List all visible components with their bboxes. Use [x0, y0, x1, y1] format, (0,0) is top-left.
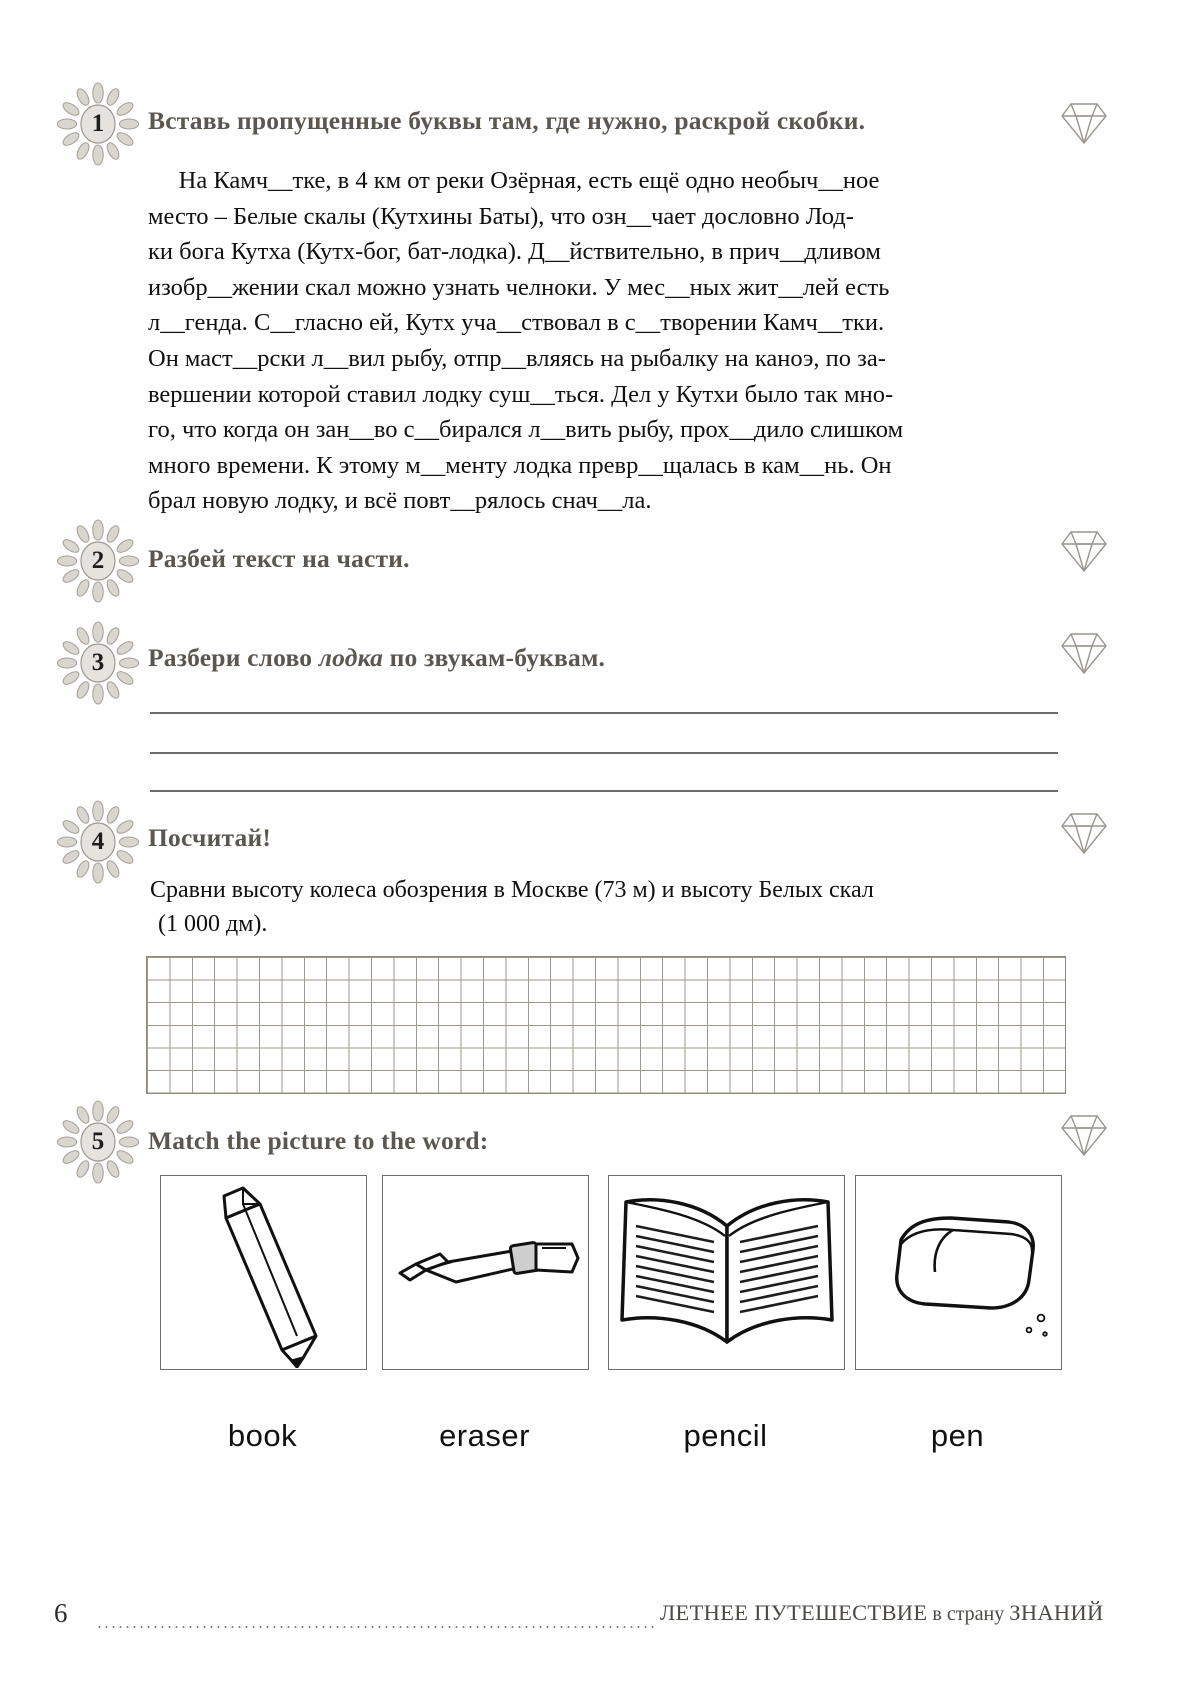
diamond-icon [1058, 528, 1110, 574]
passage-line: вершении которой ставил лодку суш__ться. Дел у Кутхи было так мно- [148, 380, 894, 408]
task-marker-4 [56, 800, 140, 884]
diamond-icon [1058, 630, 1110, 676]
math-grid[interactable] [146, 956, 1066, 1094]
footer-title-part-1: ЛЕТНЕЕ ПУТЕШЕСТВИЕ [660, 1600, 928, 1625]
passage-line: изобр__жении скал можно узнать челноки. У мес__ных жит__лей есть [148, 273, 890, 301]
passage-line: На Камч__тке, в 4 км от реки Озёрная, есть ещё одно необыч__ное [148, 167, 880, 194]
task-number-3: 3 [91, 649, 105, 676]
picture-cell-pencil[interactable] [160, 1175, 367, 1370]
task-number-5: 5 [91, 1128, 105, 1155]
word-label-book[interactable]: book [227, 1418, 298, 1453]
footer-title [660, 1600, 1104, 1626]
answer-line[interactable] [150, 712, 1058, 714]
passage-line: ки бога Кутха (Кутх-бог, бат-лодка). Д__йствительно, в прич__дливом [148, 238, 881, 266]
task-title-1: Вставь пропущенные буквы там, где нужно, раскрой скобки. [148, 106, 866, 135]
word-label-pen[interactable]: pen [930, 1418, 985, 1453]
task-marker-5 [56, 1100, 140, 1184]
footer-dotted-rule [96, 1625, 656, 1629]
passage-line: место – Белые скалы (Кутхины Баты), что озн__чает дословно Лод- [148, 202, 854, 230]
page-number: 6 [54, 1598, 68, 1628]
task-title-3-post: по звукам-буквам. [383, 643, 606, 672]
task-title-5: Match the picture to the word: [148, 1126, 489, 1155]
picture-cell-pen[interactable] [382, 1175, 589, 1370]
passage-line: Он маст__рски л__вил рыбу, отпр__вляясь на рыбалку на каноэ, по за- [148, 344, 886, 372]
task-title-3-word: лодка [318, 643, 384, 672]
picture-cell-eraser[interactable] [855, 1175, 1062, 1370]
passage-text [148, 163, 1058, 519]
task4-line-1: Сравни высоту колеса обозрения в Москве (73 м) и высоту Белых скал [150, 877, 874, 903]
passage-line: брал новую лодку, и всё повт__рялось снач__ла. [148, 487, 652, 515]
passage-line: л__генда. С__гласно ей, Кутх уча__ствовал в с__творении Камч__тки. [148, 309, 885, 337]
pencil-icon [164, 1178, 364, 1368]
footer-title-part-3: ЗНАНИЙ [1009, 1600, 1104, 1625]
passage-line: много времени. К этому м__менту лодка превр__щалась в кам__нь. Он [148, 451, 892, 479]
task-title-2: Разбей текст на части. [148, 544, 410, 573]
diamond-icon [1058, 1112, 1110, 1158]
eraser-icon [859, 1178, 1059, 1368]
word-label-pencil[interactable]: pencil [683, 1418, 768, 1453]
task-title-4: Посчитай! [148, 823, 272, 852]
task-title-3 [148, 643, 605, 673]
book-icon [612, 1180, 842, 1365]
pen-icon [386, 1178, 586, 1368]
word-label-eraser[interactable]: eraser [439, 1418, 530, 1453]
answer-line[interactable] [150, 752, 1058, 754]
diamond-icon [1058, 100, 1110, 146]
task-marker-1 [56, 82, 140, 166]
task-title-3-pre: Разбери слово [148, 643, 319, 672]
passage-line: го, что когда он зан__во с__бирался л__вить рыбу, прох__дило слишком [148, 416, 904, 444]
footer-title-part-2: в страну [927, 1603, 1010, 1625]
task-marker-2 [56, 519, 140, 603]
answer-line[interactable] [150, 790, 1058, 792]
task-number-4: 4 [91, 828, 105, 855]
diamond-icon [1058, 810, 1110, 856]
task4-line-2: (1 000 дм). [158, 911, 268, 937]
task-number-1: 1 [91, 110, 105, 137]
picture-cell-book[interactable] [608, 1175, 845, 1370]
task-number-2: 2 [91, 547, 105, 574]
task-marker-3 [56, 621, 140, 705]
